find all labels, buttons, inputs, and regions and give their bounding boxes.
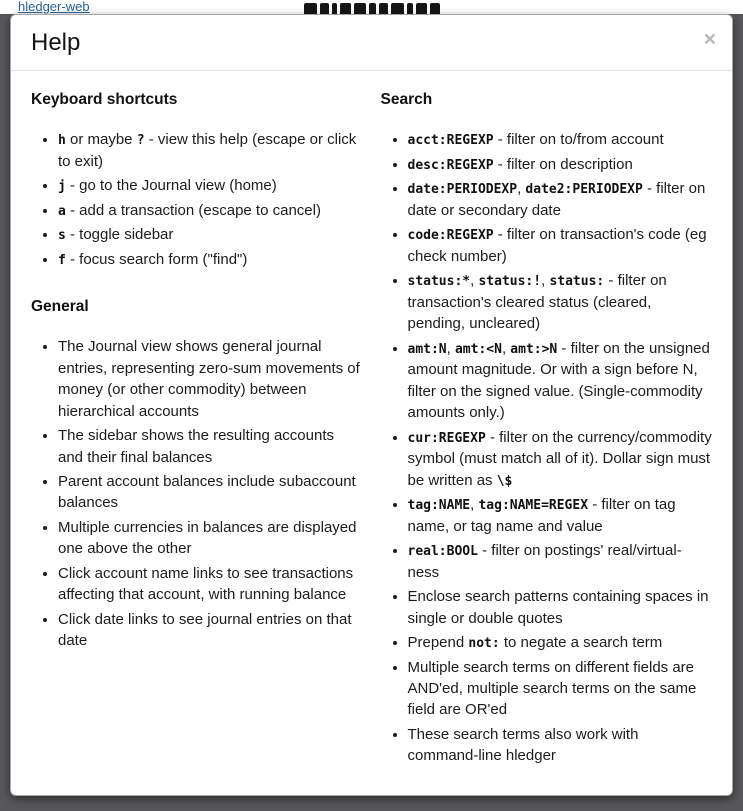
- help-list-item: [58, 517, 363, 560]
- help-list: [31, 129, 363, 270]
- code-term: date2:PERIODEXP: [525, 182, 643, 198]
- item-text: Click date links to see journal entries on that date: [58, 610, 352, 650]
- code-term: tag:NAME: [407, 498, 471, 514]
- help-list: [381, 129, 713, 767]
- code-term: tag:NAME=REGEX: [478, 498, 589, 514]
- item-text: Prepend: [407, 634, 469, 652]
- item-text: ,: [501, 339, 511, 357]
- section-heading: Search: [380, 91, 433, 108]
- title-glyph: [416, 3, 427, 14]
- item-text: - toggle sidebar: [65, 226, 174, 244]
- code-term: amt:N: [407, 341, 447, 357]
- help-list-item: [58, 175, 363, 197]
- modal-title: Help: [31, 29, 81, 56]
- item-text: - filter on date or secondary date: [407, 180, 706, 219]
- code-term: amt:<N: [454, 341, 502, 357]
- title-glyph: [407, 3, 413, 14]
- help-list-item: [408, 129, 713, 151]
- help-list-item: [408, 224, 713, 267]
- item-text: The sidebar shows the resulting accounts and their final balances: [58, 427, 334, 466]
- help-list-item: [408, 178, 713, 221]
- code-term: a: [58, 203, 66, 219]
- item-text: or maybe: [65, 131, 137, 148]
- clipped-page-title: [0, 0, 743, 14]
- modal-header: [11, 15, 732, 71]
- item-text: Click account name links to see transactions affecting that account, with running balance: [58, 564, 354, 604]
- title-glyph: [369, 3, 376, 14]
- code-term: status:: [549, 274, 605, 290]
- help-list-item: [408, 270, 713, 334]
- help-list-item: [408, 586, 713, 629]
- item-text: Multiple currencies in balances are displayed one above the other: [58, 518, 357, 558]
- brand-link[interactable]: hledger-web: [18, 0, 90, 14]
- item-text: - filter on the unsigned amount magnitude. Or with a sign before N, filter on the signed value. (Single-commodity amounts only.): [407, 339, 710, 422]
- item-text: - add a transaction (escape to cancel): [65, 201, 321, 219]
- title-glyph: [379, 3, 388, 14]
- help-list-item: [58, 129, 363, 172]
- code-term: \$: [496, 473, 513, 489]
- right-column: [381, 87, 713, 785]
- item-text: - focus search form ("find"): [65, 250, 248, 268]
- help-list-item: [408, 632, 713, 654]
- item-text: These search terms also work with command-line hledger: [407, 725, 639, 765]
- code-term: code:REGEXP: [407, 228, 494, 244]
- item-text: - go to the Journal view (home): [65, 177, 277, 195]
- item-text: - filter on the currency/commodity symbol (must match all of it). Dollar sign must be written as: [407, 428, 712, 489]
- item-text: The Journal view shows general journal entries, representing zero-sum movements of money (or other commodity) between hierarchical accounts: [58, 338, 360, 420]
- item-text: ,: [470, 496, 479, 514]
- help-list-item: [58, 563, 363, 606]
- code-term: date:PERIODEXP: [407, 182, 518, 198]
- item-text: - filter on transaction's code (eg check number): [407, 226, 707, 265]
- help-list-item: [408, 494, 713, 537]
- title-glyph: [391, 3, 404, 14]
- code-term: f: [58, 252, 66, 268]
- code-term: real:BOOL: [407, 544, 478, 560]
- section-heading: General: [31, 298, 89, 316]
- help-list-item: [408, 657, 713, 721]
- item-text: - filter on tag name, or tag name and value: [407, 496, 676, 535]
- item-text: ,: [517, 180, 526, 198]
- left-column: [31, 87, 363, 785]
- help-list: [31, 336, 363, 651]
- item-text: ,: [541, 272, 550, 290]
- item-text: Multiple search terms on different fields are AND'ed, multiple search terms on the same field are OR'ed: [407, 658, 697, 719]
- item-text: Parent account balances include subaccount balances: [58, 472, 356, 512]
- code-term: ?: [136, 133, 145, 148]
- code-term: desc:REGEXP: [407, 157, 494, 173]
- title-glyph: [430, 3, 440, 14]
- help-list-item: [58, 425, 363, 468]
- code-term: amt:>N: [510, 341, 558, 357]
- title-glyph: [320, 3, 329, 14]
- code-term: j: [58, 179, 66, 195]
- title-glyph: [304, 3, 317, 14]
- help-modal: [10, 14, 733, 796]
- title-glyph: [340, 3, 351, 14]
- help-list-item: [58, 471, 363, 514]
- help-list-item: [408, 338, 713, 424]
- code-term: h: [58, 133, 66, 148]
- help-list-item: [408, 154, 713, 176]
- item-text: - filter on to/from account: [493, 131, 664, 148]
- item-text: - filter on postings' real/virtual-ness: [407, 542, 682, 581]
- code-term: status:*: [407, 274, 471, 290]
- help-list-item: [408, 724, 713, 767]
- code-term: s: [58, 228, 66, 244]
- page-topbar: [0, 0, 743, 14]
- item-text: - view this help (escape or click to exit): [58, 131, 357, 170]
- code-term: status:!: [478, 274, 542, 290]
- help-list-item: [408, 427, 713, 492]
- code-term: cur:REGEXP: [407, 430, 486, 446]
- item-text: ,: [470, 272, 479, 290]
- item-text: - filter on description: [493, 155, 633, 173]
- help-list-item: [58, 200, 363, 222]
- help-list-item: [58, 249, 363, 271]
- section-heading: Keyboard shortcuts: [31, 91, 178, 108]
- help-list-item: [58, 609, 363, 652]
- item-text: - filter on transaction's cleared status (cleared, pending, uncleared): [407, 272, 667, 333]
- modal-body: [11, 71, 732, 795]
- close-icon[interactable]: ×: [703, 28, 716, 51]
- item-text: ,: [446, 339, 455, 357]
- code-term: not:: [468, 636, 500, 652]
- title-glyph: [354, 3, 366, 14]
- help-list-item: [408, 540, 713, 583]
- item-text: Enclose search patterns containing spaces in single or double quotes: [407, 588, 709, 627]
- title-glyph: [332, 3, 337, 14]
- item-text: to negate a search term: [499, 634, 663, 652]
- code-term: acct:REGEXP: [407, 133, 494, 148]
- help-list-item: [58, 336, 363, 422]
- help-list-item: [58, 224, 363, 246]
